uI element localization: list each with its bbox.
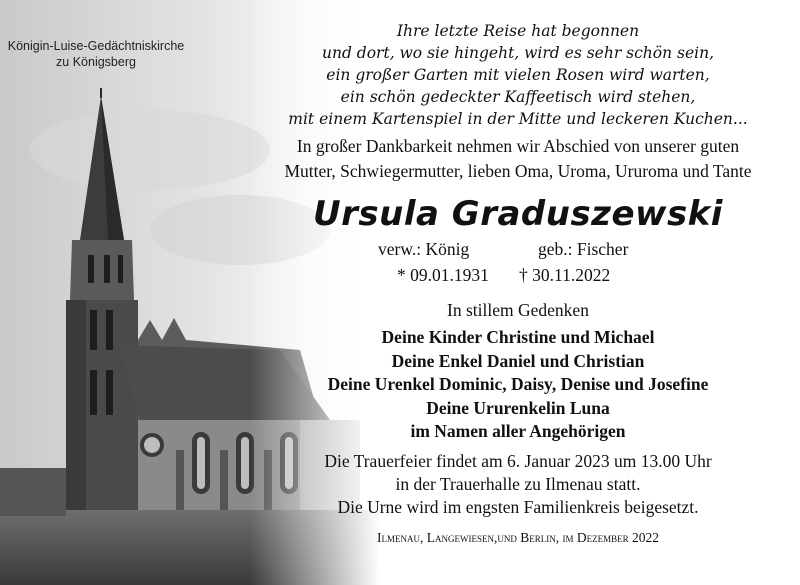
mourner-line: Deine Ururenkelin Luna bbox=[426, 397, 610, 418]
remembrance-line: In stillem Gedenken bbox=[447, 300, 589, 320]
notice-text bbox=[262, 20, 774, 548]
service-info bbox=[262, 450, 774, 519]
place-date-footer: Ilmenau, Langewiesen,und Berlin, im Dezember 2022 bbox=[377, 529, 659, 545]
caption-line: Königin-Luise-Gedächtniskirche bbox=[7, 39, 185, 53]
poem-line: Ihre letzte Reise hat begonnen bbox=[396, 22, 640, 40]
caption-line: zu Königsberg bbox=[56, 55, 136, 69]
intro-line: Mutter, Schwiegermutter, lieben Oma, Uroma, Ururoma und Tante bbox=[284, 161, 752, 181]
mourner-line: Deine Kinder Christine und Michael bbox=[381, 327, 655, 347]
intro bbox=[262, 134, 774, 184]
poem-line: ein großer Garten mit vielen Rosen wird warten, bbox=[326, 66, 710, 84]
intro-line: In großer Dankbarkeit nehmen wir Abschied von unserer guten bbox=[296, 136, 740, 156]
name-details bbox=[262, 236, 774, 262]
widowed-name: verw.: König bbox=[378, 239, 470, 259]
death-date: † 30.11.2022 bbox=[519, 265, 611, 285]
photo-caption bbox=[6, 38, 186, 70]
deceased-name: Ursula Graduszewski bbox=[313, 194, 723, 234]
mourners-list bbox=[262, 326, 774, 444]
birth-date: * 09.01.1931 bbox=[397, 265, 489, 285]
mourner-line: Deine Enkel Daniel und Christian bbox=[391, 350, 645, 371]
life-dates bbox=[262, 262, 774, 288]
poem-line: und dort, wo sie hingeht, wird es sehr schön sein, bbox=[321, 44, 715, 62]
service-line: Die Trauerfeier findet am 6. Januar 2023 um 13.00 Uhr bbox=[324, 450, 712, 471]
service-line: Die Urne wird im engsten Familienkreis beigesetzt. bbox=[337, 496, 699, 517]
poem bbox=[262, 20, 774, 130]
mourner-line: im Namen aller Angehörigen bbox=[410, 421, 626, 441]
birth-name: geb.: Fischer bbox=[538, 239, 629, 259]
mourner-line: Deine Urenkel Dominic, Daisy, Denise und Josefine bbox=[327, 374, 709, 394]
poem-line: ein schön gedeckter Kaffeetisch wird stehen, bbox=[340, 88, 696, 106]
poem-line: mit einem Kartenspiel in der Mitte und leckeren Kuchen... bbox=[288, 110, 748, 128]
service-line: in der Trauerhalle zu Ilmenau statt. bbox=[395, 473, 641, 494]
